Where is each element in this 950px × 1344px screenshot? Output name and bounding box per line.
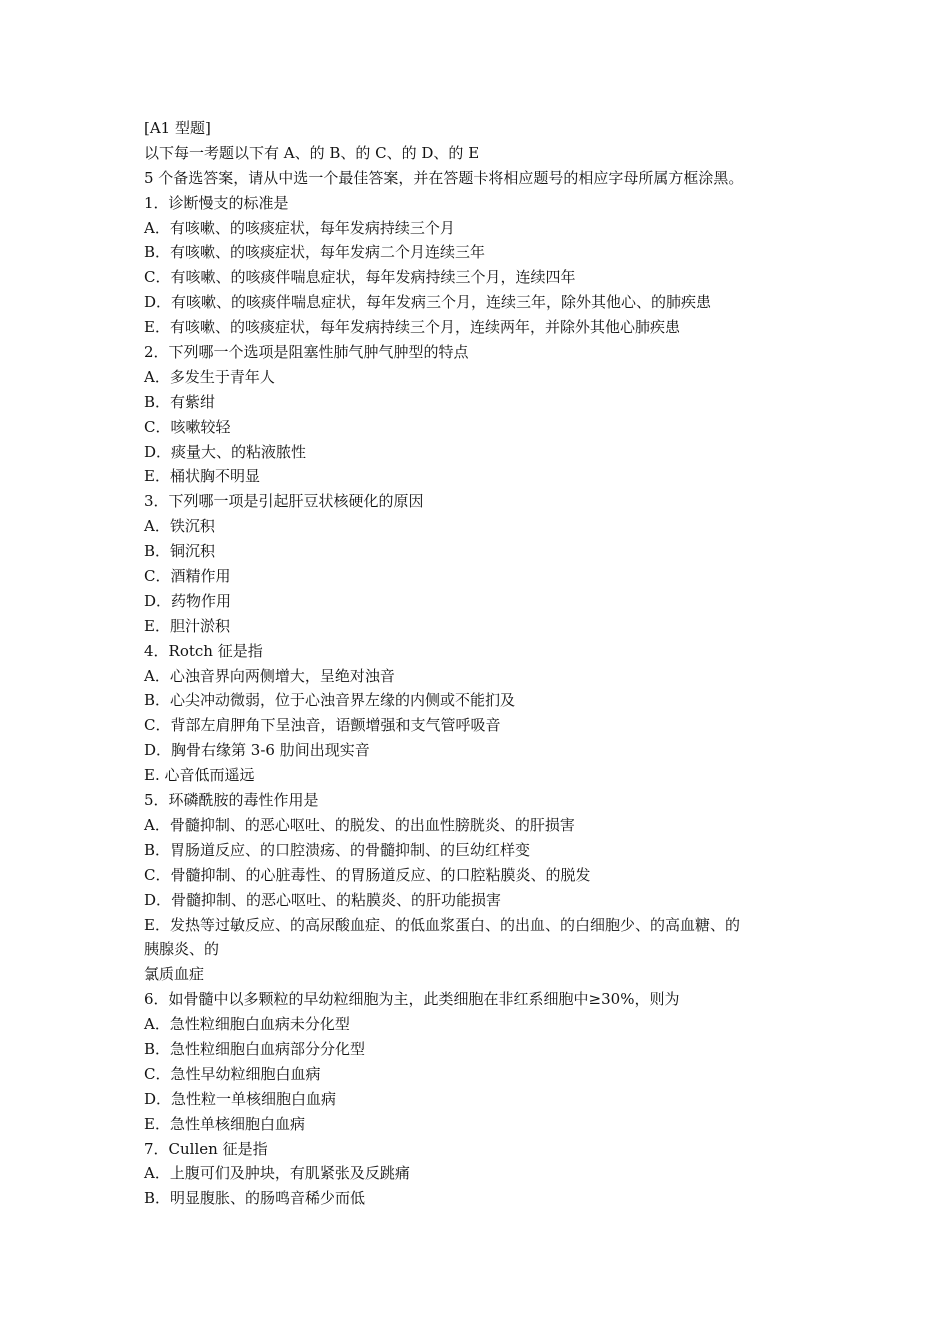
instruction-line: 以下每一考题以下有 A、的 B、的 C、的 D、的 E xyxy=(144,143,480,162)
question-3: 3．下列哪一项是引起肝豆状核硬化的原因 xyxy=(144,492,424,511)
question-7: 7．Cullen 征是指 xyxy=(144,1139,268,1158)
option-line: B．胃肠道反应、的口腔溃疡、的骨髓抑制、的巨幼红样变 xyxy=(144,840,531,859)
option-line: E．急性单核细胞白血病 xyxy=(144,1114,305,1133)
instruction-line: 5 个备选答案，请从中选一个最佳答案，并在答题卡将相应题号的相应字母所属方框涂黑。 xyxy=(144,168,744,187)
option-line-continued: 胰腺炎、的 xyxy=(144,940,220,959)
option-line: E．桶状胸不明显 xyxy=(144,467,260,486)
option-line-continued: 氯质血症 xyxy=(144,965,205,984)
option-line: E．胆汁淤积 xyxy=(144,616,230,635)
option-line: A．心浊音界向两侧增大，呈绝对浊音 xyxy=(144,666,395,685)
option-line: B．急性粒细胞白血病部分分化型 xyxy=(144,1039,366,1058)
option-line: A．急性粒细胞白血病未分化型 xyxy=(144,1015,350,1034)
option-line: A．多发生于青年人 xyxy=(144,367,275,386)
question-1: 1．诊断慢支的标准是 xyxy=(144,193,289,212)
option-line: C．有咳嗽、的咳痰伴喘息症状，每年发病持续三个月，连续四年 xyxy=(144,268,576,287)
question-4: 4．Rotch 征是指 xyxy=(144,641,263,660)
option-line: D．有咳嗽、的咳痰伴喘息症状，每年发病三个月，连续三年，除外其他心、的肺疾患 xyxy=(144,293,712,312)
option-line: D．痰量大、的粘液脓性 xyxy=(144,442,307,461)
option-line: C．骨髓抑制、的心脏毒性、的胃肠道反应、的口腔粘膜炎、的脱发 xyxy=(144,865,591,884)
option-line: B．有紫绀 xyxy=(144,392,216,411)
option-line: E．有咳嗽、的咳痰症状，每年发病持续三个月，连续两年，并除外其他心肺疾患 xyxy=(144,318,680,337)
option-line: B．心尖冲动微弱，位于心浊音界左缘的内侧或不能扪及 xyxy=(144,691,516,710)
option-line: A．铁沉积 xyxy=(144,517,215,536)
option-line: E. 心音低而遥远 xyxy=(144,766,255,785)
option-line: E．发热等过敏反应、的高尿酸血症、的低血浆蛋白、的出血、的白细胞少、的高血糖、的 xyxy=(144,915,740,934)
option-line: D．药物作用 xyxy=(144,591,232,610)
option-line: C．咳嗽较轻 xyxy=(144,417,231,436)
question-5: 5．环磷酰胺的毒性作用是 xyxy=(144,791,319,810)
option-line: B．明显腹胀、的肠鸣音稀少而低 xyxy=(144,1189,366,1208)
document-body xyxy=(144,116,814,1211)
option-line: D．骨髓抑制、的恶心呕吐、的粘膜炎、的肝功能损害 xyxy=(144,890,502,909)
option-line: A．有咳嗽、的咳痰症状，每年发病持续三个月 xyxy=(144,218,455,237)
question-6: 6．如骨髓中以多颗粒的早幼粒细胞为主，此类细胞在非红系细胞中≥30%，则为 xyxy=(144,990,680,1009)
option-line: D．急性粒一单核细胞白血病 xyxy=(144,1089,337,1108)
option-line: C．背部左肩胛角下呈浊音，语颤增强和支气管呼吸音 xyxy=(144,716,501,735)
option-line: C．急性早幼粒细胞白血病 xyxy=(144,1064,321,1083)
option-line: B．有咳嗽、的咳痰症状，每年发病二个月连续三年 xyxy=(144,243,486,262)
option-line: B．铜沉积 xyxy=(144,542,216,561)
option-line: D．胸骨右缘第 3-6 肋间出现实音 xyxy=(144,741,370,760)
option-line: A．骨髓抑制、的恶心呕吐、的脱发、的出血性膀胱炎、的肝损害 xyxy=(144,815,575,834)
section-heading: [A1 型题] xyxy=(144,119,211,137)
option-line: C．酒精作用 xyxy=(144,567,231,586)
question-2: 2．下列哪一个选项是阻塞性肺气肿气肿型的特点 xyxy=(144,343,469,362)
option-line: A．上腹可们及肿块，有肌紧张及反跳痛 xyxy=(144,1164,410,1183)
